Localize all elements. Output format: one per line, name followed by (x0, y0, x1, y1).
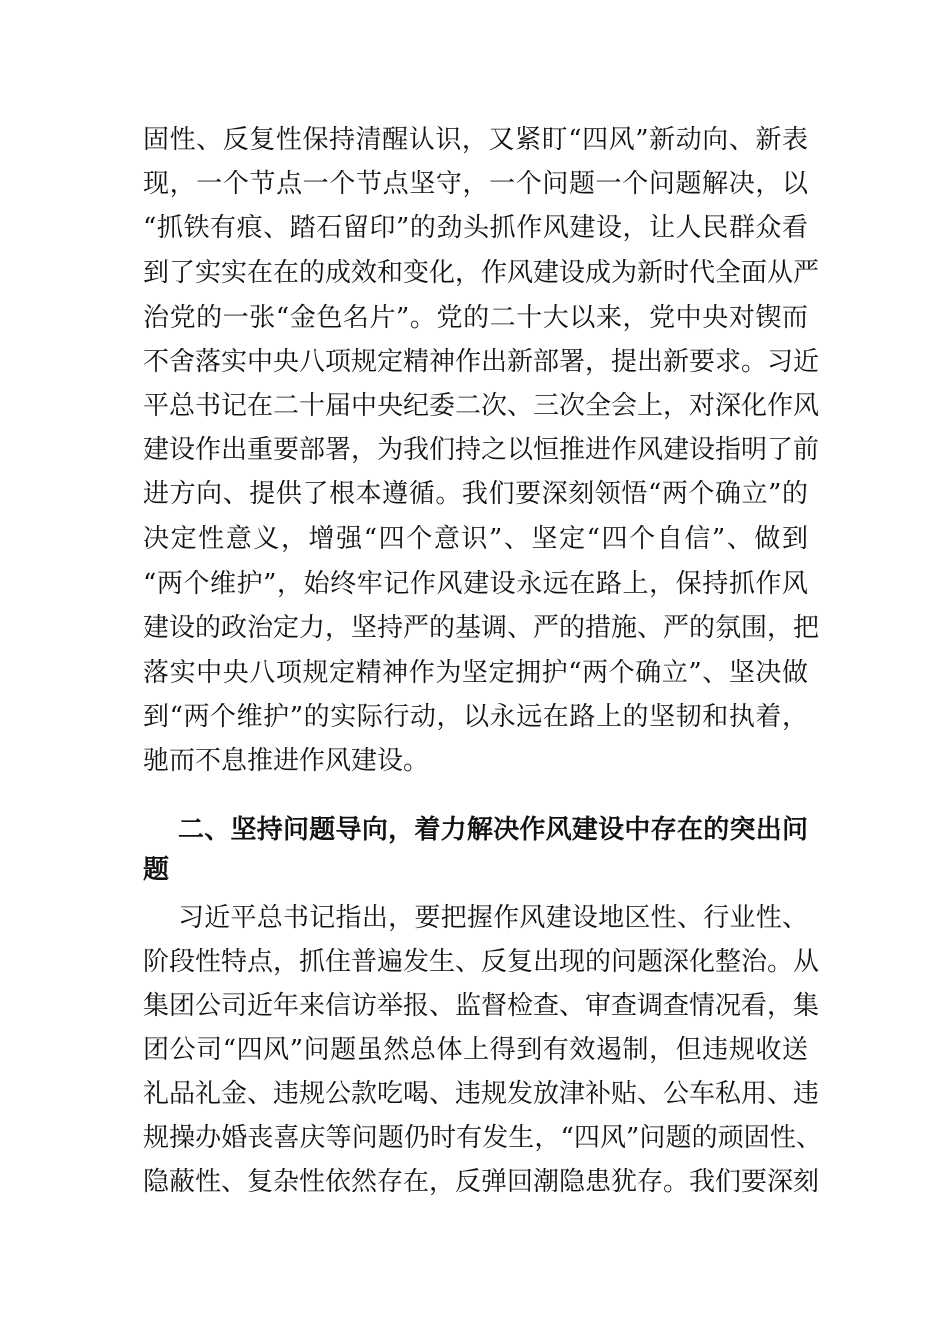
body-text-line: 建设的政治定力，坚持严的基调、严的措施、严的氛围，把 (143, 613, 820, 643)
body-text-line: 到“两个维护”的实际行动，以永远在路上的坚韧和执着， (143, 702, 808, 732)
body-text-line: 落实中央八项规定精神作为坚定拥护“两个确立”、坚决做 (143, 658, 808, 688)
section-heading-line: 题 (143, 855, 170, 885)
body-text-line: 不舍落实中央八项规定精神作出新部署，提出新要求。习近 (143, 347, 820, 377)
body-text-line: 礼品礼金、违规公款吃喝、违规发放津补贴、公车私用、违 (143, 1079, 820, 1109)
body-text-line: 现，一个节点一个节点坚守，一个问题一个问题解决，以 (143, 169, 808, 199)
body-text-line: 驰而不息推进作风建设。 (143, 746, 430, 776)
body-text-line: 隐蔽性、复杂性依然存在，反弹回潮隐患犹存。我们要深刻 (143, 1167, 820, 1197)
body-text-line: 团公司“四风”问题虽然总体上得到有效遏制，但违规收送 (143, 1035, 808, 1065)
body-text-line: 治党的一张“金色名片”。党的二十大以来，党中央对锲而 (143, 303, 808, 333)
body-text-line: 进方向、提供了根本遵循。我们要深刻领悟“两个确立”的 (143, 479, 808, 509)
section-heading-line: 二、坚持问题导向，着力解决作风建设中存在的突出问 (178, 815, 808, 845)
body-text-line: 建设作出重要部署，为我们持之以恒推进作风建设指明了前 (143, 435, 820, 465)
body-text-line: 平总书记在二十届中央纪委二次、三次全会上，对深化作风 (143, 391, 820, 421)
body-text-line: 规操办婚丧喜庆等问题仍时有发生，“四风”问题的顽固性、 (143, 1123, 822, 1153)
body-text-line: 决定性意义，增强“四个意识”、坚定“四个自信”、做到 (143, 524, 808, 554)
body-text-line: “抓铁有痕、踏石留印”的劲头抓作风建设，让人民群众看 (143, 213, 808, 243)
body-text-line: 集团公司近年来信访举报、监督检查、审查调查情况看，集 (143, 991, 820, 1021)
body-text-line: 习近平总书记指出，要把握作风建设地区性、行业性、 (178, 903, 808, 933)
body-text-line: 固性、反复性保持清醒认识，又紧盯“四风”新动向、新表 (143, 125, 808, 155)
body-text-line: 到了实实在在的成效和变化，作风建设成为新时代全面从严 (143, 258, 820, 288)
body-text-line: “两个维护”，始终牢记作风建设永远在路上，保持抓作风 (143, 569, 808, 599)
body-text-line: 阶段性特点，抓住普遍发生、反复出现的问题深化整治。从 (143, 947, 820, 977)
